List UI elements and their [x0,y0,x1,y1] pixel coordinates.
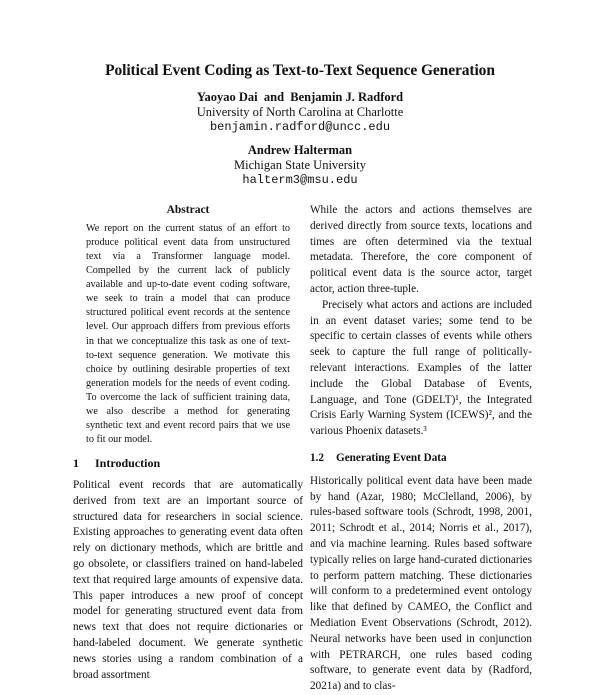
introduction-text: Political event records that are automatically derived from text are an important source of structured data for researchers in social science. Existing approaches to generating event data often rely on dictionary methods, which are brittle and go obsolete, or classifiers trained on hand-labeled text that required large amounts of expensive data. This paper introduces a new proof of concept model for generating structured event data from news text that does not require dictionaries or hand-labeled document. We generate synthetic news stories using a random combination of a broad assortment [73,479,303,681]
right-paragraph-2: Precisely what actors and actions are included in an event dataset varies; some tend to be specific to certain classes of events while others seek to capture the full range of politically-relevant interactions. Examples of the latter include the Global Database of Events, Language, and Tone (GDELT)¹, the Integrated Crisis Early Warning System (ICEWS)², and the various Phoenix datasets.³ [310,298,532,438]
email-2: halterm3@msu.edu [242,173,358,187]
right-column [310,203,532,695]
author-block-2 [0,143,600,188]
email-1: benjamin.radford@uncc.edu [209,120,391,134]
right-paragraph-1: While the actors and actions themselves are derived directly from source texts, locations and times are often determined via the textual metadata. Therefore, the core component of political event data is the source actor, target actor, action three-tuple. [310,204,532,295]
abstract-text: We report on the current status of an effort to produce political event data from unstructured text via a Transformer language model. Compelled by the current lack of publicly available and up-to-date event coding software, we seek to train a model that can produce structured political event records at the sentence level. Our approach differs from previous efforts in that we conceptualize this task as one of text-to-text sequence generation. We motivate this choice by outlining desirable properties of text generation models for the needs of event coding. To overcome the lack of sufficient training data, we also describe a method for generating synthetic text and event record pairs that we use to fit our model. [86,222,290,446]
section-title: Introduction [95,456,161,471]
left-column [73,203,303,683]
author-names-2: Andrew Halterman [247,143,353,157]
affiliation-2: Michigan State University [234,158,366,172]
author-block-1 [0,90,600,135]
abstract-heading: Abstract [166,204,210,216]
section-number: 1 [73,456,79,471]
section-heading-introduction [73,456,303,472]
affiliation-1: University of North Carolina at Charlotte [196,105,404,119]
subsection-title: Generating Event Data [336,451,447,464]
paper-title: Political Event Coding as Text-to-Text Sequence Generation [105,62,495,79]
right-paragraph-3: Historically political event data have been made by hand (Azar, 1980; McClelland, 2006), by rules-based software tools (Schrodt, 1998, 2001, 2011; Schrodt et al., 2014; Norris et al., 2017), and via machine learning. Rules based software typically relies on large hand-curated dictionaries to perform pattern matching. These dictionaries will conform to a predetermined event ontology like that defined by CAMEO, the Conflict and Mediation Event Observations (Schrodt, 2012). Neural networks have been used in conjunction with PETRARCH, one rules based coding software, to generate event data by (Radford, 2021a) and to clas- [310,474,532,693]
subsection-number: 1.2 [310,451,324,464]
author-names-1: Yaoyao Dai and Benjamin J. Radford [196,90,404,104]
subsection-heading-generating-event-data [310,451,532,467]
